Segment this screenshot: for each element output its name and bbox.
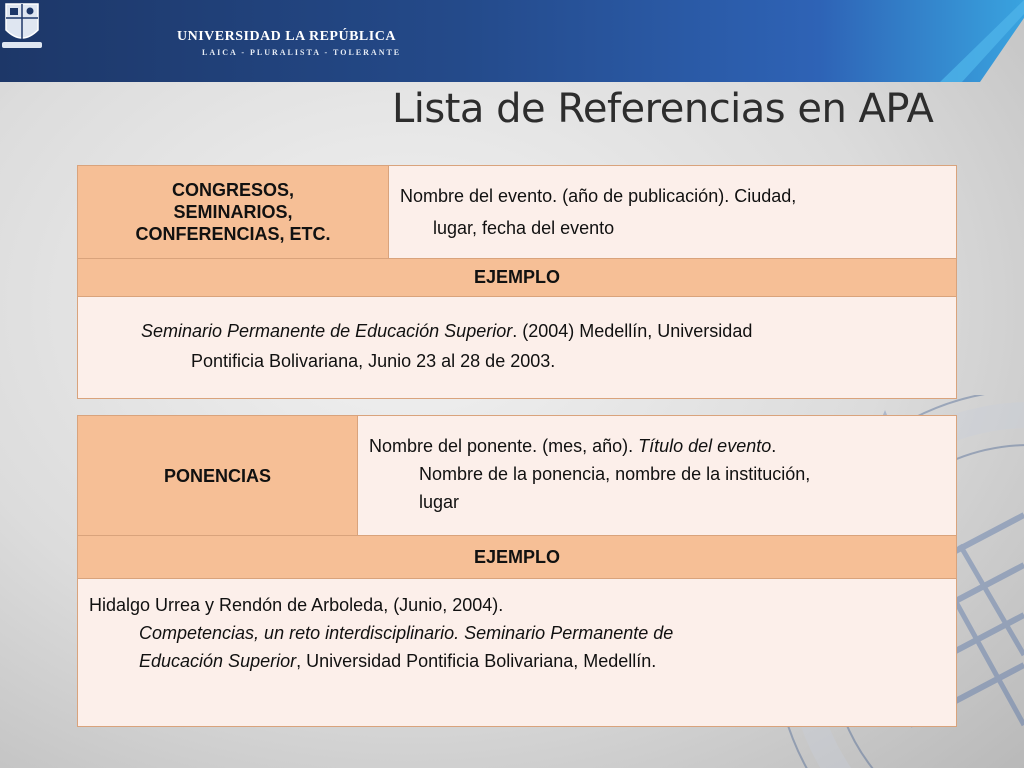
example-cell: [78, 297, 957, 399]
example-line-1: Hidalgo Urrea y Rendón de Arboleda, (Junio, 2004).: [89, 595, 504, 615]
format-line-2: lugar, fecha del evento: [433, 218, 615, 238]
format-cell: [358, 416, 957, 536]
example-line-1: [141, 316, 936, 346]
format-line-1: Nombre del evento. (año de publicación). Ciudad,: [400, 186, 797, 206]
category-cell-congresos: [78, 166, 389, 259]
example-details: . (2004) Medellín, Universidad: [512, 320, 753, 341]
format-author-date: Nombre del ponente. (mes, año).: [369, 435, 639, 456]
format-cell: [389, 166, 957, 259]
format-line-1: [369, 432, 946, 460]
example-header: EJEMPLO: [78, 536, 957, 579]
category-cell-ponencias: PONENCIAS: [78, 416, 358, 536]
example-header: EJEMPLO: [78, 259, 957, 297]
example-institution: , Universidad Pontificia Bolivariana, Medellín.: [296, 651, 657, 671]
format-line-3: lugar: [419, 491, 460, 512]
format-period: .: [771, 435, 777, 456]
header-banner-shape: [0, 0, 1024, 82]
university-name: UNIVERSIDAD LA REPÚBLICA: [177, 29, 396, 44]
slide-title: Lista de Referencias en APA: [392, 86, 934, 132]
header-banner: [0, 0, 1024, 82]
format-line-2: Nombre de la ponencia, nombre de la institución,: [419, 463, 811, 484]
format-event-title: Título del evento: [638, 435, 772, 456]
example-line-2: [89, 619, 936, 647]
example-line-3: [89, 647, 936, 675]
reference-table-congresos: [77, 165, 957, 399]
university-crest-icon: [0, 0, 44, 50]
example-italic-title: Competencias, un reto interdisciplinario. Seminario Permanente de: [139, 623, 674, 643]
university-motto: LAICA - PLURALISTA - TOLERANTE: [202, 48, 402, 57]
example-italic-series: Educación Superior: [139, 651, 297, 671]
example-line-2: Pontificia Bolivariana, Junio 23 al 28 de 2003.: [191, 350, 556, 371]
example-cell: [78, 579, 957, 727]
reference-table-ponencias: [77, 415, 957, 727]
category-label: CONGRESOS, SEMINARIOS, CONFERENCIAS, ETC.: [135, 180, 331, 244]
example-event-title: Seminario Permanente de Educación Superior: [141, 320, 513, 341]
